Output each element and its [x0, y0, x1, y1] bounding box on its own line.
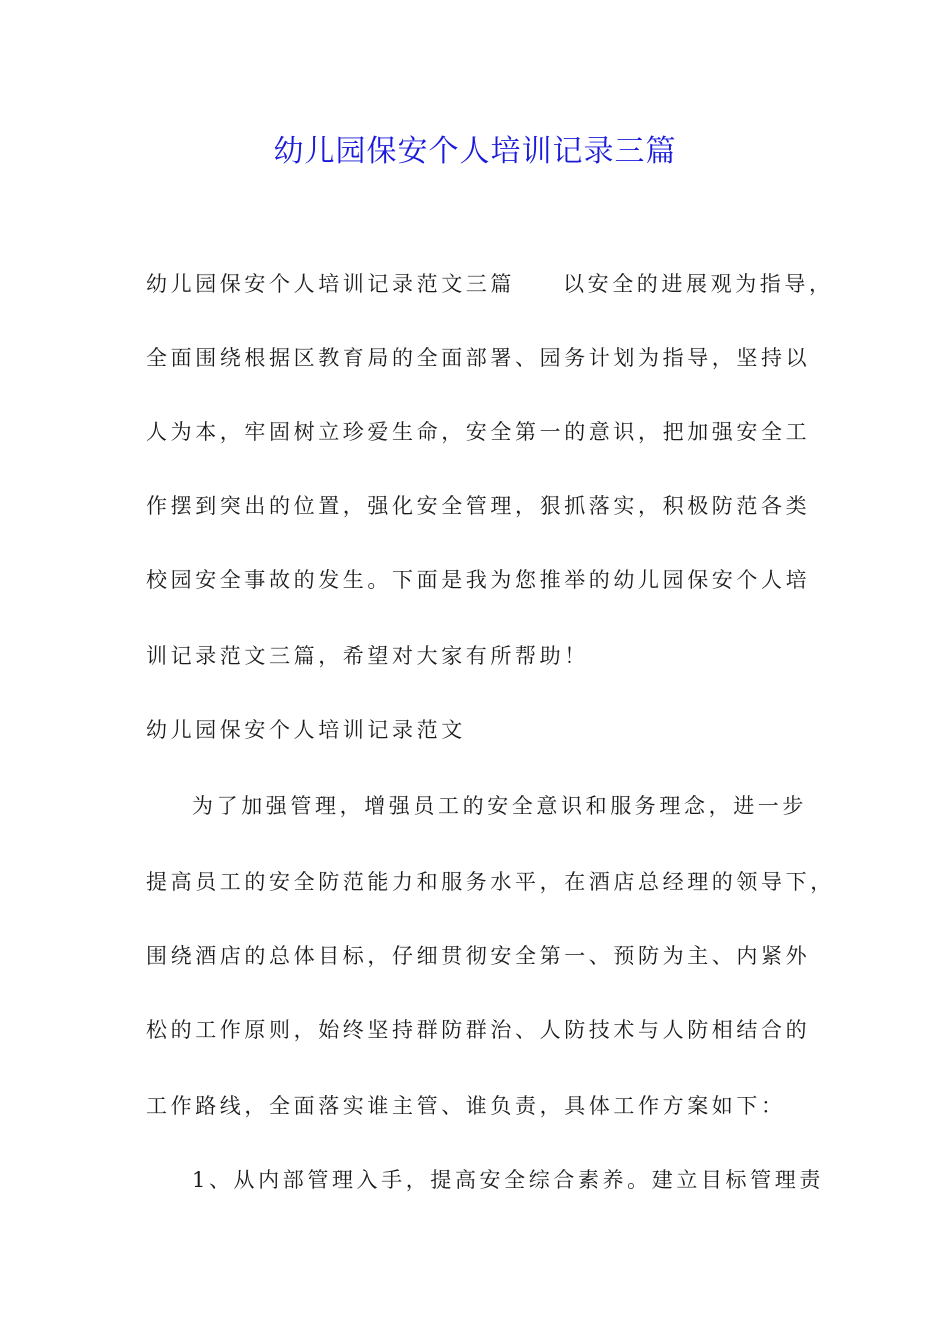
- list-item: 1、从内部管理入手，提高安全综合素养。建立目标管理责: [192, 1168, 824, 1192]
- paragraph-line: [146, 268, 834, 300]
- paragraph-line: 围绕酒店的总体目标，仔细贯彻安全第一、预防为主、内紧外: [146, 944, 811, 968]
- paragraph-line: 为了加强管理，增强员工的安全意识和服务理念，进一步: [192, 794, 807, 818]
- paragraph-line: 提高员工的安全防范能力和服务水平，在酒店总经理的领导下，: [146, 870, 835, 894]
- paragraph-line: 全面围绕根据区教育局的全面部署、园务计划为指导，坚持以: [146, 346, 811, 370]
- paragraph-line: 人为本，牢固树立珍爱生命，安全第一的意识，把加强安全工: [146, 420, 811, 444]
- intro-text-start: 以安全的进展观为指导，: [563, 272, 834, 296]
- section-heading: 幼儿园保安个人培训记录范文: [146, 718, 466, 742]
- paragraph-line: 训记录范文三篇，希望对大家有所帮助！: [146, 644, 589, 668]
- paragraph-line: 松的工作原则，始终坚持群防群治、人防技术与人防相结合的: [146, 1018, 811, 1042]
- document-title: 幼儿园保安个人培训记录三篇: [273, 134, 677, 169]
- paragraph-line: 校园安全事故的发生。下面是我为您推举的幼儿园保安个人培: [146, 568, 811, 592]
- paragraph-line: 作摆到突出的位置，强化安全管理，狠抓落实，积极防范各类: [146, 494, 811, 518]
- intro-heading: 幼儿园保安个人培训记录范文三篇: [146, 272, 515, 296]
- paragraph-line: 工作路线，全面落实谁主管、谁负责，具体工作方案如下：: [146, 1094, 786, 1118]
